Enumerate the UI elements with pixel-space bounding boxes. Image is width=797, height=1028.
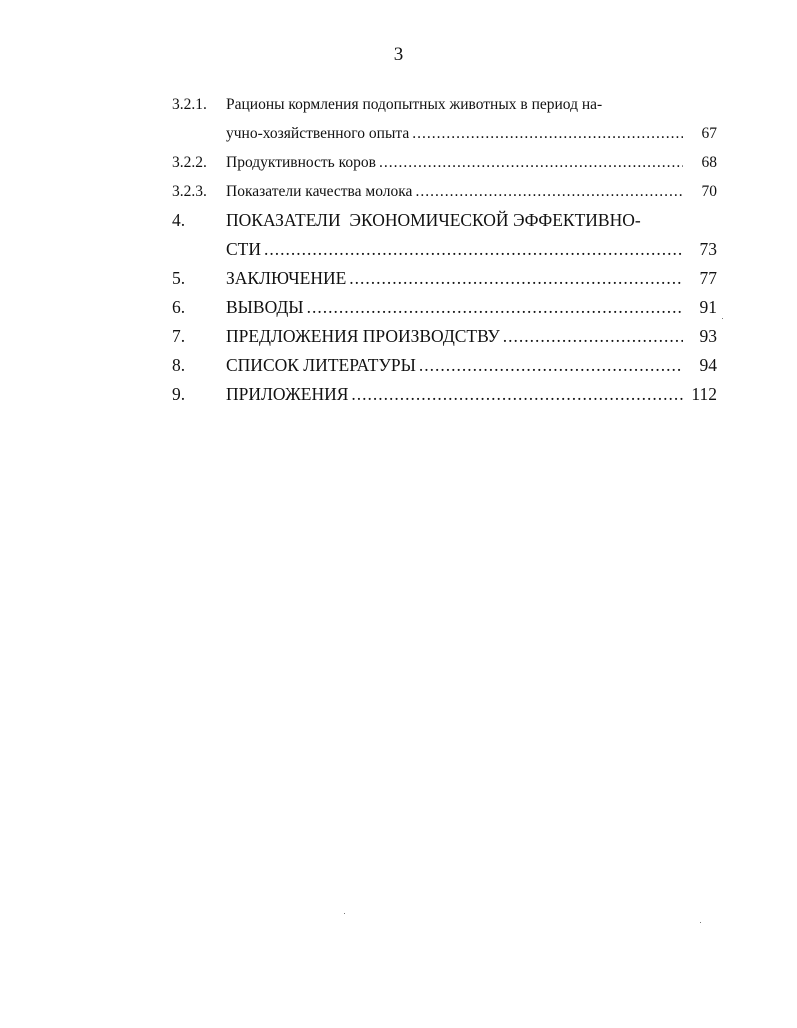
toc-entry-4[interactable] [172, 206, 717, 235]
toc-entry-6[interactable] [172, 293, 717, 322]
scan-speck [344, 913, 345, 914]
toc-entry-8[interactable] [172, 351, 717, 380]
toc-entry-title: ПРИЛОЖЕНИЯ [226, 384, 349, 404]
toc-entry-title: ЗАКЛЮЧЕНИЕ [226, 268, 347, 288]
toc-entry-page: 94 [699, 355, 717, 375]
toc-entry-page: 91 [699, 297, 717, 317]
toc-entry-title-continued: СТИ [226, 239, 261, 259]
toc-entry-page: 112 [691, 384, 717, 404]
page-number: 3 [393, 44, 404, 65]
toc-entry-page: 67 [701, 125, 717, 142]
dot-leader [379, 148, 683, 177]
dot-leader [351, 380, 683, 409]
toc-entry-page: 68 [701, 154, 717, 171]
dot-leader [503, 322, 683, 351]
toc-entry-page: 73 [699, 239, 717, 259]
dot-leader [419, 351, 683, 380]
toc-entry-number: 3.2.3. [172, 183, 207, 200]
toc-entry-title: Продуктивность коров [226, 154, 376, 171]
toc-entry-3-2-2[interactable] [172, 148, 717, 177]
toc-entry-number: 3.2.1. [172, 96, 207, 113]
toc-entry-title: Рационы кормления подопытных животных в период на- [226, 96, 603, 113]
scan-speck [722, 318, 723, 319]
toc-entry-5[interactable] [172, 264, 717, 293]
toc-entry-9[interactable] [172, 380, 717, 409]
dot-leader [349, 264, 683, 293]
toc-entry-number: 7. [172, 326, 186, 346]
scan-speck [700, 922, 701, 923]
toc-entry-number: 9. [172, 384, 186, 404]
toc-entry-4-continued[interactable] [172, 235, 717, 264]
toc-entry-page: 77 [699, 268, 717, 288]
toc-entry-title: ВЫВОДЫ [226, 297, 304, 317]
toc-entry-number: 4. [172, 210, 186, 230]
toc-entry-3-2-1-continued[interactable] [172, 119, 717, 148]
toc-entry-number: 6. [172, 297, 186, 317]
toc-entry-title: Показатели качества молока [226, 183, 413, 200]
toc-entry-3-2-3[interactable] [172, 177, 717, 206]
dot-leader [307, 293, 683, 322]
toc-entry-3-2-1[interactable] [172, 90, 717, 119]
toc-entry-page: 93 [699, 326, 717, 346]
dot-leader [412, 119, 683, 148]
toc-entry-7[interactable] [172, 322, 717, 351]
toc-entry-number: 5. [172, 268, 186, 288]
toc-entry-title: ПОКАЗАТЕЛИ ЭКОНОМИЧЕСКОЙ ЭФФЕКТИВНО- [226, 210, 641, 230]
toc-entry-title: ПРЕДЛОЖЕНИЯ ПРОИЗВОДСТВУ [226, 326, 500, 346]
toc-entry-title: СПИСОК ЛИТЕРАТУРЫ [226, 355, 416, 375]
dot-leader [264, 235, 683, 264]
dot-leader [415, 177, 683, 206]
toc-entry-number: 3.2.2. [172, 154, 207, 171]
toc-entry-title-continued: учно-хозяйственного опыта [226, 125, 410, 142]
toc-entry-page: 70 [701, 183, 717, 200]
table-of-contents [172, 90, 717, 409]
toc-entry-number: 8. [172, 355, 186, 375]
